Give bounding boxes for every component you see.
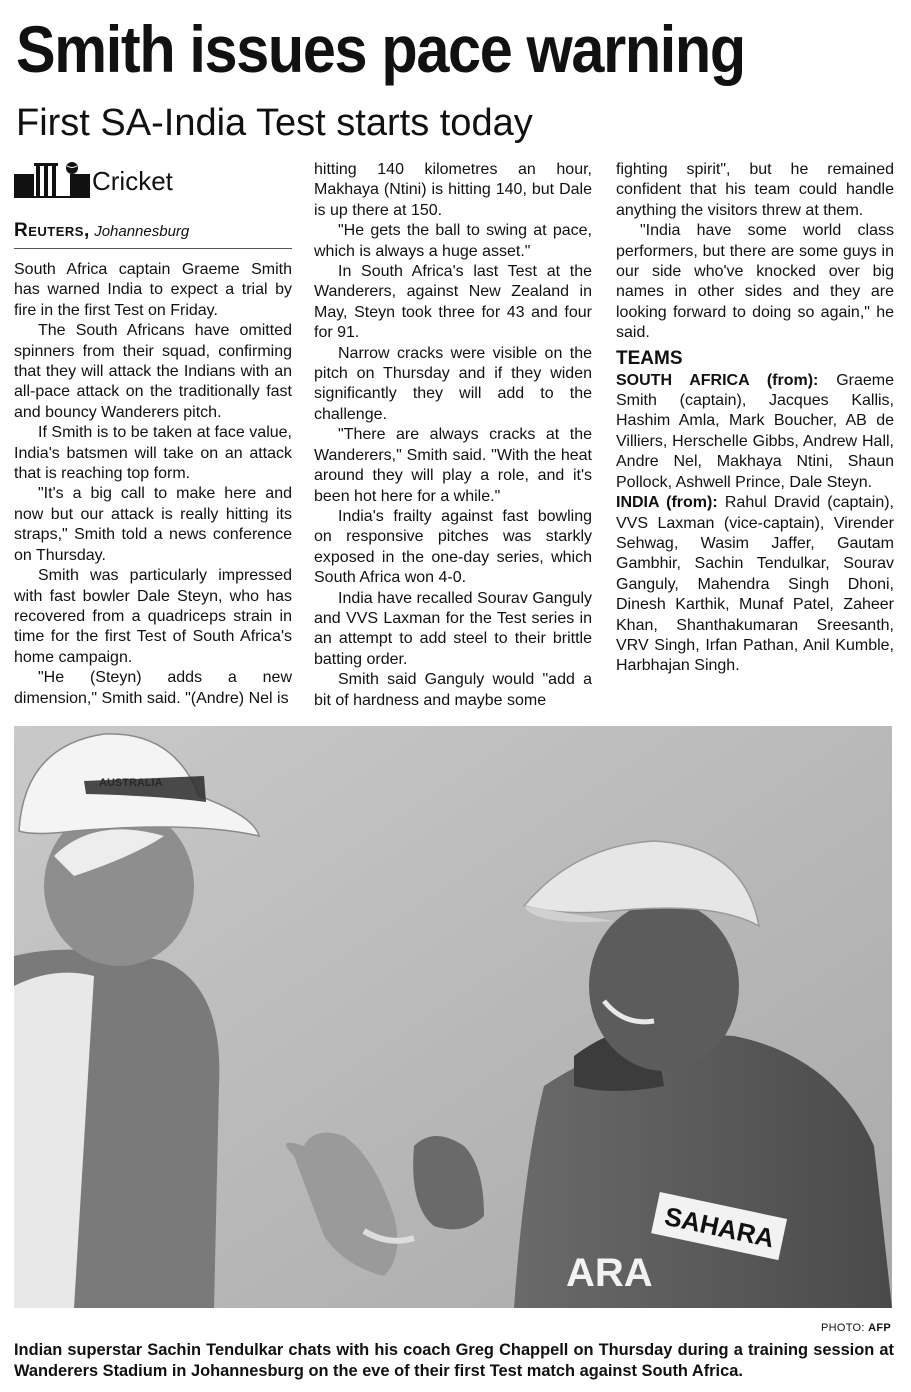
paragraph: Narrow cracks were visible on the pitch on Thursday and if they widen significantly they will add to the challenge. (314, 344, 592, 423)
paragraph: India's frailty against fast bowling on responsive pitches was starkly exposed in the one-day series, which South Africa won 4-0. (314, 507, 592, 587)
byline-agency: Reuters, (14, 220, 90, 241)
section-label (14, 160, 294, 200)
paragraph: hitting 140 kilometres an hour, Makhaya (Ntini) is hitting 140, but Dale is up there at 150. (314, 161, 592, 219)
paragraph: South Africa captain Graeme Smith has warned India to expect a trial by fire in the first Test on Friday. (14, 261, 292, 319)
byline-location: Johannesburg (94, 223, 190, 240)
paragraph: "India have some world class performers, but there are some guys in our side who've knocked over big names in other sides and they are looking forward to doing so again," he said. (616, 222, 894, 342)
paragraph: fighting spirit", but he remained confident that his team could handle anything the visitors threw at them. (616, 161, 894, 219)
paragraph: "There are always cracks at the Wanderers," Smith said. "With the heat around they will play a role, and it's been hot here for a while." (314, 426, 592, 505)
jersey-text: SAHARA (661, 1200, 778, 1254)
paragraph: Smith was particularly impressed with fast bowler Dale Steyn, who has recovered from a quadriceps strain in time for the first Test of South Africa's home campaign. (14, 567, 292, 666)
photo-caption: Indian superstar Sachin Tendulkar chats with his coach Greg Chappell on Thursday during a training session at Wanderers Stadium in Johannesburg on the eve of their first Test match against South Africa. (14, 1341, 894, 1380)
jersey-text-partial: ARA (566, 1251, 653, 1295)
photo-credit-source: AFP (868, 1322, 891, 1334)
cricket-stumps-ball-icon (14, 160, 90, 198)
paragraph: In South Africa's last Test at the Wanderers, against New Zealand in May, Steyn took three for 43 and four for 91. (314, 263, 592, 342)
headline: Smith issues pace warning (16, 12, 745, 86)
teams-heading: TEAMS (616, 347, 683, 369)
subheadline: First SA-India Test starts today (16, 102, 533, 144)
teams-south-africa-label: SOUTH AFRICA (from): (616, 371, 819, 389)
article-column-1 (14, 260, 292, 709)
teams-india-label: INDIA (from): (616, 494, 718, 512)
article-column-2 (314, 160, 592, 711)
teams-india (616, 493, 894, 677)
paragraph: "It's a big call to make here and now but our attack is really hitting its straps," Smith told a news conference on Thursday. (14, 485, 292, 564)
photo-illustration (14, 726, 892, 1308)
paragraph: The South Africans have omitted spinners from their squad, confirming that they will attack the Indians with an all-pace attack on the traditionally fast and bouncy Wanderers pitch. (14, 322, 292, 421)
paragraph: Smith said Ganguly would "add a bit of hardness and maybe some (314, 671, 592, 709)
byline (14, 220, 292, 249)
section-label-text: Cricket (92, 166, 173, 196)
paragraph: If Smith is to be taken at face value, India's batsmen will take on an attack that is reaching top form. (14, 424, 292, 483)
teams-india-players: Rahul Dravid (captain), VVS Laxman (vice-captain), Virender Sehwag, Wasim Jaffer, Gautam Gambhir, Sachin Tendulkar, Sourav Ganguly, Mahendra Singh Dhoni, Dinesh Karthik, Munaf Patel, Zaheer Khan, Shanthakumaran Sreesanth, VRV Singh, Irfan Pathan, Anil Kumble, Harbhajan Singh. (616, 494, 894, 675)
paragraph: "He gets the ball to swing at pace, which is always a huge asset." (314, 222, 592, 260)
teams-south-africa-players: Graeme Smith (captain), Jacques Kallis, Hashim Amla, Mark Boucher, AB de Villiers, Herschelle Gibbs, Andrew Hall, Andre Nel, Makhaya Ntini, Shaun Pollock, Ashwell Prince, Dale Steyn. (616, 371, 894, 491)
paragraph: India have recalled Sourav Ganguly and VVS Laxman for the Test series in an attempt to add steel to their brittle batting order. (314, 589, 592, 668)
paragraph: "He (Steyn) adds a new dimension," Smith said. "(Andre) Nel is (14, 669, 292, 707)
news-photo (14, 726, 892, 1308)
teams-south-africa (616, 371, 894, 493)
photo-credit (821, 1322, 891, 1334)
photo-credit-label: PHOTO: (820, 1322, 865, 1334)
article-column-3 (616, 160, 894, 677)
